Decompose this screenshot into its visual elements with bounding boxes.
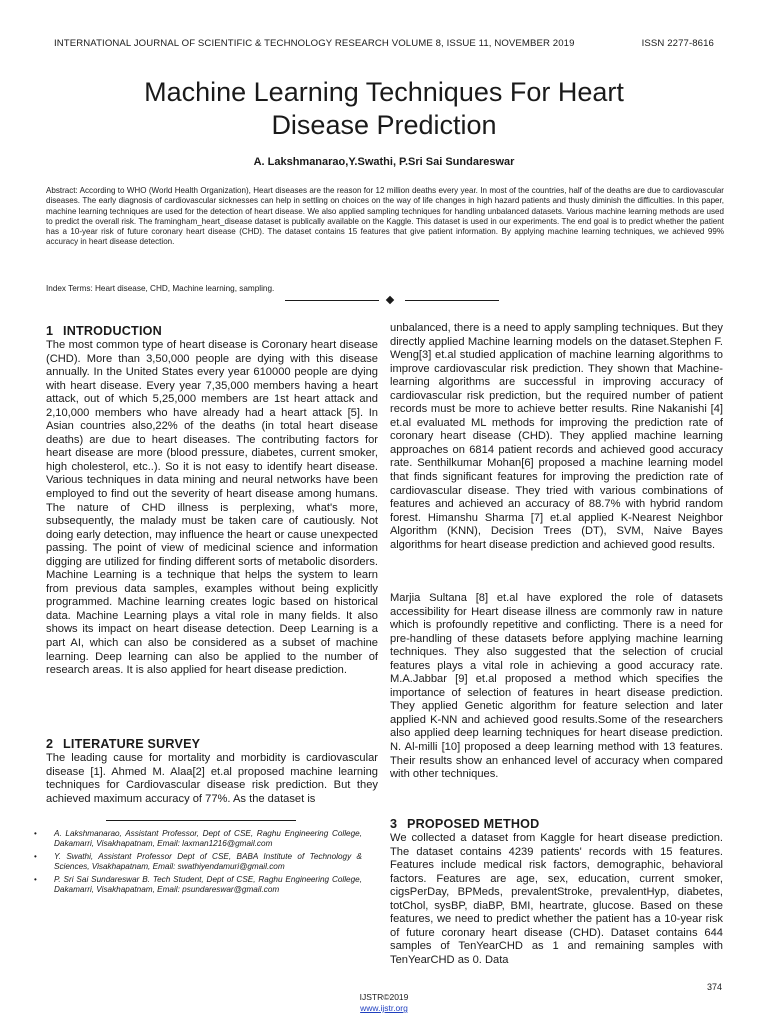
- heading-introduction: [46, 324, 162, 338]
- footnote-item: [34, 852, 362, 872]
- title-line-1: Machine Learning Techniques For Heart: [144, 77, 624, 107]
- literature-continued-text-2: Marjia Sultana [8] et.al have explored the role of datasets accessibility for Heart disease illness are commonly raw in nature which is profoundly repetitive and conflicting. There is a need for pre-handling of these datasets before applying machine learning techniques. They also suggested that the selection of crucial features plays a vital role in achieving a good accuracy rate. M.A.Jabbar [9] et.al proposed a method which specifies the importance of selection of features in heart disease prediction. They applied Genetic algorithm for feature selection and later applied K-NN and achieved good results.Some of the researchers also applied deep learning techniques for heart disease prediction. N. Al-milli [10] proposed a deep learning method with 13 features. Their results show an enhanced level of accuracy when compared with other techniques.: [390, 592, 723, 781]
- copyright-label: IJSTR©2019: [359, 992, 409, 1002]
- journal-header: INTERNATIONAL JOURNAL OF SCIENTIFIC & TECHNOLOGY RESEARCH VOLUME 8, ISSUE 11, NOVEMBER 2019: [54, 38, 575, 49]
- issn-label: ISSN 2277-8616: [641, 38, 714, 49]
- literature-continued-text: unbalanced, there is a need to apply sampling techniques. But they directly applied Machine learning models on the dataset.Stephen F. Weng[3] et.al studied application of machine learning algorithms to improve cardiovascular risk prediction. They shown that Machine-learning algorithms are successful in improving accuracy of cardiovascular risk prediction, but the required number of patient records must be more to achieve better results. Rine Nakanishi [4] et.al evaluated ML methods for improving the prediction rate of coronary heart disease (CHD). They applied machine learning approaches on 6814 patient records and achieved good accuracy rate. Senthilkumar Mohan[6] proposed a machine learning model that finds significant features for improving the prediction rate of cardiovascular disease. They tried with various combinations of features and achieved an accuracy of 88.7% with hybrid random forest. Himanshu Sharma [7] et.al applied K-Nearest Neighbor Algorithm (KNN), Decision Trees (DT), SVM, Naive Bayes algorithms for heart disease prediction and achieved good results.: [390, 322, 723, 551]
- divider-line-left: [285, 300, 379, 301]
- paper-title: [60, 76, 708, 142]
- author-footnotes: [34, 829, 362, 899]
- section-divider: [285, 295, 499, 307]
- index-terms: Index Terms: Heart disease, CHD, Machine learning, sampling.: [46, 284, 275, 293]
- page-number: 374: [706, 982, 722, 992]
- section-number: 3: [390, 817, 398, 831]
- footnote-rule: [106, 820, 296, 821]
- section-number: 1: [46, 324, 54, 338]
- heading-literature-survey: [46, 737, 200, 751]
- running-header: [54, 38, 714, 52]
- divider-line-right: [405, 300, 499, 301]
- section-title: LITERATURE SURVEY: [63, 737, 201, 751]
- author-list: A. Lakshmanarao,Y.Swathi, P.Sri Sai Sundareswar: [253, 156, 515, 168]
- bullet-icon: •: [34, 852, 37, 862]
- heading-proposed-method: [390, 817, 539, 831]
- abstract: Abstract: According to WHO (World Health Organization), Heart diseases are the reason for 12 million deaths every year. In most of the countries, half of the deaths are due to cardiovascular diseases. The early diagnosis of cardiovascular sicknesses can help in settling on choices on the way of life changes in high hazard patients and thusly diminish the difficulties. In this paper, machine learning techniques are used for the detection of heart disease. We also applied sampling techniques for handling unbalanced datasets. Various machine learning methods are used to predict the overall risk. The framingham_heart_disease dataset is publically available on the Kaggle. This dataset is used in our experiments. The end goal is to predict whether the patient has a 10-year risk of future coronary heart disease (CHD). The dataset contains 15 features that give patient information. By applying machine learning techniques, we achieved 99% accuracy in heart disease detection.: [46, 186, 724, 247]
- footnote-item: [34, 829, 362, 849]
- bullet-icon: •: [34, 875, 37, 885]
- page-footer: [0, 992, 768, 1014]
- journal-link[interactable]: www.ijstr.org: [360, 1003, 408, 1013]
- footnote-text: Y. Swathi, Assistant Professor Dept of CSE, BABA Institute of Technology & Sciences, Visakhapatnam, Email: swathiyendamuri@gmail.com: [54, 852, 362, 872]
- footnote-text: P. Sri Sai Sundareswar B. Tech Student, Dept of CSE, Raghu Engineering College, Dakamarri, Visakhapatnam, Email: psundareswar@gmail.com: [54, 875, 362, 895]
- footnote-text: A. Lakshmanarao, Assistant Professor, Dept of CSE, Raghu Engineering College, Dakamarri, Visakhapatnam, Email: laxman1216@gmail.com: [54, 829, 362, 849]
- section-title: INTRODUCTION: [63, 324, 162, 338]
- section-number: 2: [46, 737, 54, 751]
- proposed-method-text: We collected a dataset from Kaggle for heart disease prediction. The dataset contains 4239 patients' records with 15 features. Features include medical risk factors, demographic, behavioral factors. Features are age, sex, education, current smoker, cigsPerDay, BPMeds, prevalentStroke, prevalentHyp, diabetes, totChol, sysBP, diaBP, BMI, heartrate, glucose. Based on these features, we need to predict whether the patient has a 10-year risk of future coronary heart disease (CHD). Dataset contains 644 samples of TenYearCHD as 1 and remaining samples with TenYearCHD as 0. Data: [390, 832, 723, 966]
- title-line-2: Disease Prediction: [271, 110, 497, 140]
- introduction-text: The most common type of heart disease is Coronary heart disease (CHD). More than 3,50,000 people are dying with this disease annually. In the United States every year 610000 people are dying with heart disease. Every year 7,35,000 members having a heart attack, out of which 5,25,000 members are 1st heart attack and 2,10,000 members who have already had a heart attack [5]. In Asian countries also,22% of the deaths (in total heart disease deaths) are due to heart diseases. The contributing factors for heart disease are more (blood pressure, diabetes, current smoker, high cholesterol, etc..). So it is not easy to identify heart disease. Various techniques in data mining and neural networks have been employed to find out the severity of heart disease among humans. The nature of CHD illness is perplexing, what's more, subsequently, the malady must be taken care of cautiously. Not doing early detection, may influence the heart or cause unexpected passing. The point of view of medicinal science and information digging are utilized for finding different sorts of metabolic disorders. Machine Learning is a technique that helps the system to learn from previous data samples, examples without being explicitly programmed. Machine learning creates logic based on historical data. Machine Learning plays a vital role in many fields. It also shows its impact on heart disease detection. Deep Learning is a part AI, which can also be considered as a subset of machine learning. Deep learning can also be applied to the number of research areas. It is also applied for heart disease prediction.: [46, 339, 378, 677]
- footnote-item: [34, 875, 362, 895]
- literature-text: The leading cause for mortality and morbidity is cardiovascular disease [1]. Ahmed M. Alaa[2] et.al proposed machine learning techniques for Cardiovascular disease risk prediction. But they achieved maximum accuracy of 77%. As the dataset is: [46, 752, 378, 805]
- bullet-icon: •: [34, 829, 37, 838]
- section-title: PROPOSED METHOD: [407, 817, 540, 831]
- divider-diamond-icon: [386, 296, 394, 304]
